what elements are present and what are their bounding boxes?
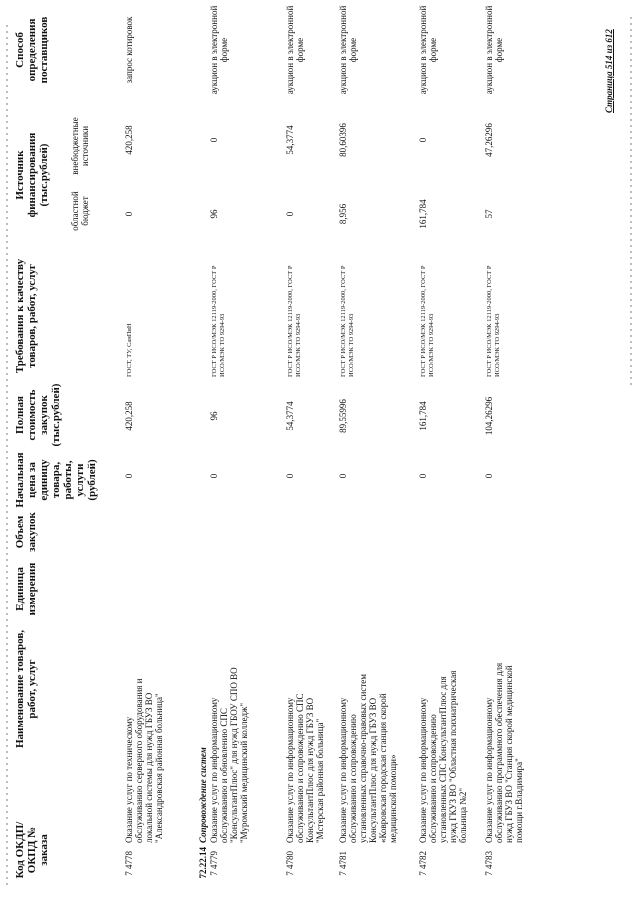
- row-method: аукцион в электронной форме: [418, 5, 438, 95]
- row-code: 7 4779: [209, 851, 219, 876]
- row-requirements: ГОСТ Р ИСО/МЭК 12119-2000, ГОСТ Р ИСО/МЭК ТО 9294-93: [420, 265, 435, 377]
- row-funding-regional: 8,956: [338, 203, 348, 225]
- row-method: аукцион в электронной форме: [338, 5, 358, 95]
- row-code: 7 4781: [338, 851, 348, 876]
- row-price: 0: [418, 473, 428, 479]
- section-name: [198, 659, 208, 843]
- scan-noise: [630, 15, 632, 385]
- row-total: 420,258: [124, 401, 134, 431]
- row-name: Оказание услуг по информационному обслуживанию и сопровождению СПС КонсультантПлюс для нужд ГБУЗ ВО "Мстерская районная больница": [285, 693, 325, 843]
- section-code: 72.22.14: [198, 847, 208, 879]
- row-total: 104,26296: [484, 396, 494, 436]
- row-name: Оказание услуг по информационному обслуживанию и сопровождению установленных справочно-правовых систем КонсультантПлюс для нужд ГБУЗ ВО «Ковровская городская станция скорой медицинской помощи»: [338, 674, 398, 843]
- header-funding-extra: внебюджетные источники: [70, 117, 90, 175]
- row-method: аукцион в электронной форме: [285, 5, 305, 95]
- row-funding-regional: 0: [124, 211, 134, 217]
- scan-noise: [6, 25, 8, 885]
- row-name: Оказание услуг по информационному обслуживанию и сопровождению установленных СПС КонсультантПлюс для нужд ГКУЗ ВО "Областная психиатрическая больница №2": [418, 670, 468, 843]
- row-funding-extra: 47,26296: [484, 123, 494, 157]
- row-funding-extra: 54,3774: [285, 125, 295, 155]
- row-total: 89,55996: [338, 399, 348, 433]
- row-name: Оказание услуг по техническому обслуживанию серверного оборудования и локальной системы для нужд ГБУЗ ВО "Александровская районная больница": [124, 678, 164, 843]
- row-method: запрос котировок: [124, 16, 134, 84]
- row-funding-regional: 161,784: [418, 199, 428, 229]
- row-requirements: ГОСТ Р ИСО/МЭК 12119-2000, ГОСТ Р ИСО/МЭК ТО 9294-93: [287, 265, 302, 377]
- header-code: Код ОКДП/ ОКПД № заказа: [14, 821, 50, 879]
- row-code: 7 4783: [484, 851, 494, 876]
- row-price: 0: [338, 473, 348, 479]
- row-method: аукцион в электронной форме: [484, 5, 504, 95]
- row-funding-extra: 80,60396: [338, 123, 348, 157]
- header-method: Способ определения поставщиков: [14, 16, 50, 84]
- row-total: 161,784: [418, 401, 428, 431]
- row-requirements: ГОСТ Р ИСО/МЭК 12119-2000, ГОСТ Р ИСО/МЭК ТО 9294-93: [211, 265, 226, 377]
- row-funding-extra: 420,258: [124, 125, 134, 155]
- row-funding-regional: 96: [209, 209, 219, 219]
- row-name: Оказание услуг по информационному обслуживанию программного обеспечения для нужд ГБУЗ ВО "Станция скорой медицинской помощи г.Владимира": [484, 662, 524, 843]
- header-volume: Объем закупок: [14, 512, 38, 552]
- page-number: Страница 514 из 612: [604, 29, 614, 113]
- header-name: Наименование товаров, работ, услуг: [14, 629, 38, 749]
- row-name: Оказание услуг по информационному обслуживанию и обновлению СПС "КонсультантПлюс" для нужд ГБОУ СПО ВО "Муромский медицинский колледж": [209, 667, 249, 843]
- row-funding-extra: 0: [209, 137, 219, 143]
- row-requirements: ГОСТ Р ИСО/МЭК 12119-2000, ГОСТ Р ИСО/МЭК ТО 9294-93: [486, 265, 501, 377]
- header-funding-regional: областной бюджет: [70, 191, 90, 231]
- header-requirements: Требования к качеству товаров, работ, услуг: [14, 258, 38, 374]
- row-price: 0: [209, 473, 219, 479]
- section-name-text: Сопровождение систем: [198, 747, 208, 843]
- row-total: 54,3774: [285, 401, 295, 431]
- row-requirements: ГОСТ Р ИСО/МЭК 12119-2000, ГОСТ Р ИСО/МЭК ТО 9294-93: [340, 265, 355, 377]
- row-price: 0: [124, 473, 134, 479]
- row-price: 0: [285, 473, 295, 479]
- row-funding-extra: 0: [418, 137, 428, 143]
- header-unit: Единица измерения: [14, 562, 38, 616]
- header-total: Полная стоимость закупок (тыс.рублей): [14, 383, 62, 447]
- row-funding-regional: 57: [484, 209, 494, 219]
- row-code: 7 4782: [418, 851, 428, 876]
- row-total: 96: [209, 411, 219, 421]
- row-method: аукцион в электронной форме: [209, 5, 229, 95]
- row-requirements: ГОСТ, ТУ, СанПиН: [126, 323, 133, 377]
- header-funding: Источник финансирования (тыс.рублей): [14, 132, 50, 218]
- row-code: 7 4780: [285, 851, 295, 876]
- header-price: Начальная цена за единицу товара, работы, услуги (рублей): [14, 452, 98, 508]
- row-funding-regional: 0: [285, 211, 295, 217]
- row-code: 7 4778: [124, 851, 134, 876]
- row-price: 0: [484, 473, 494, 479]
